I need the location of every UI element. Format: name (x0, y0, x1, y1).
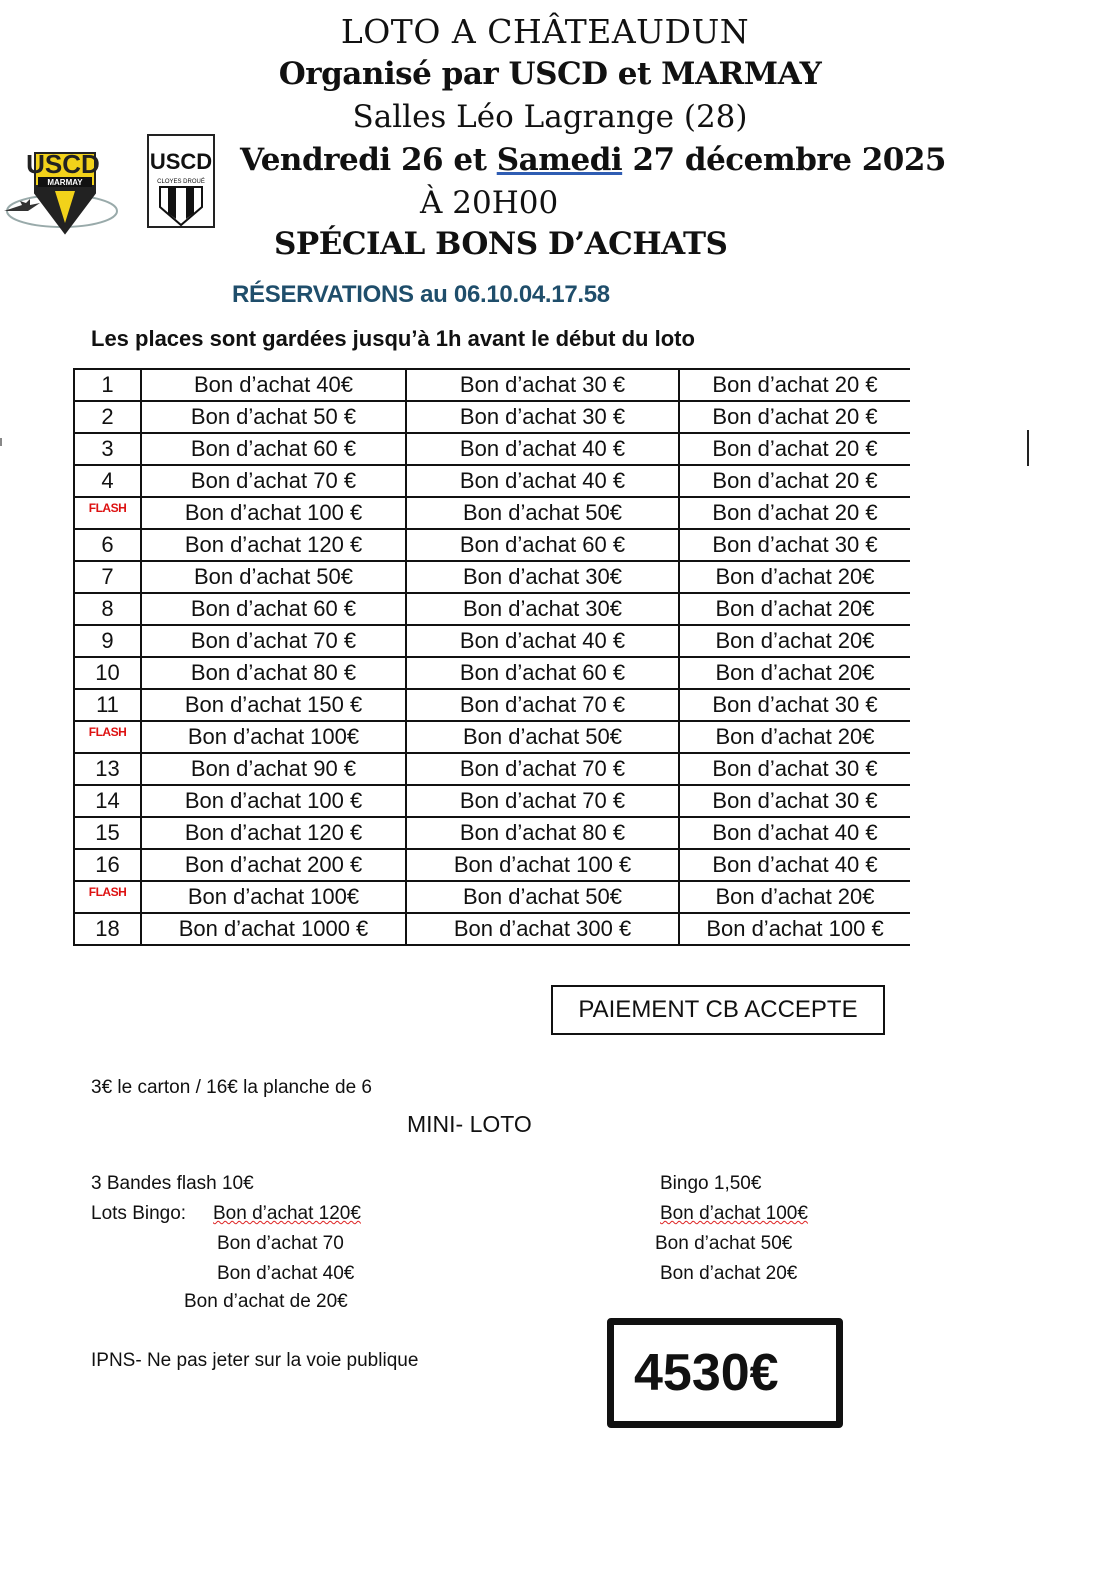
prize-cell-1: Bon d’achat 60 € (141, 433, 406, 465)
draw-number: 13 (74, 753, 141, 785)
prize-cell-1: Bon d’achat 50€ (141, 561, 406, 593)
prize-cell-2: Bon d’achat 80 € (406, 817, 679, 849)
uscd-cloyes-logo (146, 133, 216, 229)
date-line: Vendredi 26 et Samedi 27 décembre 2025 (240, 142, 946, 178)
prize-cell-3: Bon d’achat 20€ (679, 881, 910, 913)
prize-cell-3: Bon d’achat 20 € (679, 369, 910, 401)
prize-cell-2: Bon d’achat 50€ (406, 497, 679, 529)
prize-cell-3: Bon d’achat 20 € (679, 401, 910, 433)
table-row (74, 881, 910, 913)
prize-cell-1: Bon d’achat 150 € (141, 689, 406, 721)
prize-cell-3: Bon d’achat 20 € (679, 497, 910, 529)
draw-number: 4 (74, 465, 141, 497)
prize-cell-2: Bon d’achat 30€ (406, 561, 679, 593)
svg-text:MARMAY: MARMAY (47, 178, 83, 187)
prize-cell-2: Bon d’achat 50€ (406, 881, 679, 913)
right-lot-3: Bon d’achat 20€ (660, 1263, 798, 1284)
prize-cell-2: Bon d’achat 70 € (406, 785, 679, 817)
table-row (74, 785, 910, 817)
mini-loto-title: MINI- LOTO (407, 1111, 532, 1137)
draw-number: 14 (74, 785, 141, 817)
prize-cell-2: Bon d’achat 100 € (406, 849, 679, 881)
right-lot-1: Bon d’achat 100€ (660, 1203, 808, 1224)
organizer-line: Organisé par USCD et MARMAY (278, 56, 822, 92)
flash-badge: FLASH (88, 501, 127, 515)
prize-cell-1: Bon d’achat 100€ (141, 721, 406, 753)
prize-cell-1: Bon d’achat 100€ (141, 881, 406, 913)
prize-cell-1: Bon d’achat 120 € (141, 529, 406, 561)
prize-cell-1: Bon d’achat 1000 € (141, 913, 406, 945)
draw-number: 18 (74, 913, 141, 945)
prize-cell-3: Bon d’achat 30 € (679, 753, 910, 785)
left-lot-3: Bon d’achat 40€ (217, 1263, 355, 1284)
table-row (74, 721, 910, 753)
prize-table (73, 368, 910, 946)
draw-number: 8 (74, 593, 141, 625)
prize-cell-1: Bon d’achat 40€ (141, 369, 406, 401)
draw-number (74, 497, 141, 529)
prize-cell-2: Bon d’achat 300 € (406, 913, 679, 945)
lots-bingo-label: Lots Bingo: (91, 1203, 187, 1224)
table-row (74, 561, 910, 593)
table-row (74, 913, 910, 945)
table-row (74, 465, 910, 497)
prize-cell-1: Bon d’achat 200 € (141, 849, 406, 881)
right-lot-2: Bon d’achat 50€ (655, 1233, 793, 1254)
draw-number: 16 (74, 849, 141, 881)
prize-cell-3: Bon d’achat 40 € (679, 849, 910, 881)
svg-text:USCD: USCD (26, 149, 100, 179)
flash-badge: FLASH (88, 885, 127, 899)
draw-number: 3 (74, 433, 141, 465)
flash-badge: FLASH (88, 725, 127, 739)
prize-cell-3: Bon d’achat 20€ (679, 657, 910, 689)
prize-cell-3: Bon d’achat 40 € (679, 817, 910, 849)
prize-cell-3: Bon d’achat 20€ (679, 593, 910, 625)
bandes-flash-line: 3 Bandes flash 10€ (91, 1173, 254, 1194)
table-row (74, 753, 910, 785)
prize-cell-2: Bon d’achat 30€ (406, 593, 679, 625)
bingo-price: Bingo 1,50€ (660, 1173, 762, 1194)
text-cursor (1027, 430, 1029, 466)
prize-cell-2: Bon d’achat 60 € (406, 529, 679, 561)
prize-cell-1: Bon d’achat 100 € (141, 497, 406, 529)
draw-number (74, 881, 141, 913)
prize-cell-2: Bon d’achat 40 € (406, 465, 679, 497)
payment-box: PAIEMENT CB ACCEPTE (551, 985, 885, 1035)
draw-number: 11 (74, 689, 141, 721)
places-note: Les places sont gardées jusqu’à 1h avant le début du loto (91, 326, 695, 351)
prize-cell-1: Bon d’achat 100 € (141, 785, 406, 817)
venue-line: Salles Léo Lagrange (28) (352, 99, 748, 135)
prize-cell-2: Bon d’achat 40 € (406, 625, 679, 657)
prize-cell-2: Bon d’achat 30 € (406, 401, 679, 433)
prize-cell-2: Bon d’achat 70 € (406, 689, 679, 721)
left-lot-2: Bon d’achat 70 (217, 1233, 344, 1254)
svg-text:USCD: USCD (149, 149, 213, 174)
prize-cell-2: Bon d’achat 60 € (406, 657, 679, 689)
prize-cell-3: Bon d’achat 30 € (679, 529, 910, 561)
draw-number (74, 721, 141, 753)
prize-cell-1: Bon d’achat 60 € (141, 593, 406, 625)
left-lot-1: Bon d’achat 120€ (213, 1203, 361, 1224)
table-row (74, 401, 910, 433)
prize-cell-3: Bon d’achat 20€ (679, 721, 910, 753)
total-prize-box: 4530€ (607, 1318, 843, 1428)
prize-cell-2: Bon d’achat 40 € (406, 433, 679, 465)
table-row (74, 625, 910, 657)
event-title: LOTO A CHÂTEAUDUN (340, 12, 750, 51)
draw-number: 15 (74, 817, 141, 849)
table-row (74, 849, 910, 881)
time-line: À 20H00 (420, 185, 559, 221)
table-row (74, 497, 910, 529)
draw-number: 10 (74, 657, 141, 689)
draw-number: 2 (74, 401, 141, 433)
prize-cell-3: Bon d’achat 30 € (679, 785, 910, 817)
draw-number: 7 (74, 561, 141, 593)
prize-cell-2: Bon d’achat 50€ (406, 721, 679, 753)
svg-text:CLOYES DROUÉ: CLOYES DROUÉ (157, 179, 205, 185)
left-lot-4: Bon d’achat de 20€ (184, 1291, 348, 1312)
table-row (74, 817, 910, 849)
table-row (74, 593, 910, 625)
prize-cell-1: Bon d’achat 120 € (141, 817, 406, 849)
table-row (74, 529, 910, 561)
prize-cell-3: Bon d’achat 20€ (679, 561, 910, 593)
special-line: SPÉCIAL BONS D’ACHATS (274, 226, 728, 262)
uscd-marmay-logo (0, 133, 125, 243)
prize-cell-1: Bon d’achat 70 € (141, 625, 406, 657)
prize-cell-1: Bon d’achat 70 € (141, 465, 406, 497)
table-row (74, 433, 910, 465)
prize-cell-3: Bon d’achat 100 € (679, 913, 910, 945)
reservations-line: RÉSERVATIONS au 06.10.04.17.58 (232, 281, 610, 308)
ipns-note: IPNS- Ne pas jeter sur la voie publique (91, 1350, 419, 1371)
draw-number: 1 (74, 369, 141, 401)
table-row (74, 369, 910, 401)
table-row (74, 689, 910, 721)
draw-number: 9 (74, 625, 141, 657)
prize-cell-1: Bon d’achat 50 € (141, 401, 406, 433)
prize-cell-2: Bon d’achat 30 € (406, 369, 679, 401)
prize-cell-2: Bon d’achat 70 € (406, 753, 679, 785)
prize-cell-3: Bon d’achat 20 € (679, 433, 910, 465)
prize-cell-1: Bon d’achat 80 € (141, 657, 406, 689)
prize-cell-3: Bon d’achat 30 € (679, 689, 910, 721)
table-row (74, 657, 910, 689)
draw-number: 6 (74, 529, 141, 561)
edge-mark (0, 438, 2, 446)
pricing-line: 3€ le carton / 16€ la planche de 6 (91, 1077, 372, 1098)
prize-cell-1: Bon d’achat 90 € (141, 753, 406, 785)
prize-cell-3: Bon d’achat 20€ (679, 625, 910, 657)
prize-cell-3: Bon d’achat 20 € (679, 465, 910, 497)
